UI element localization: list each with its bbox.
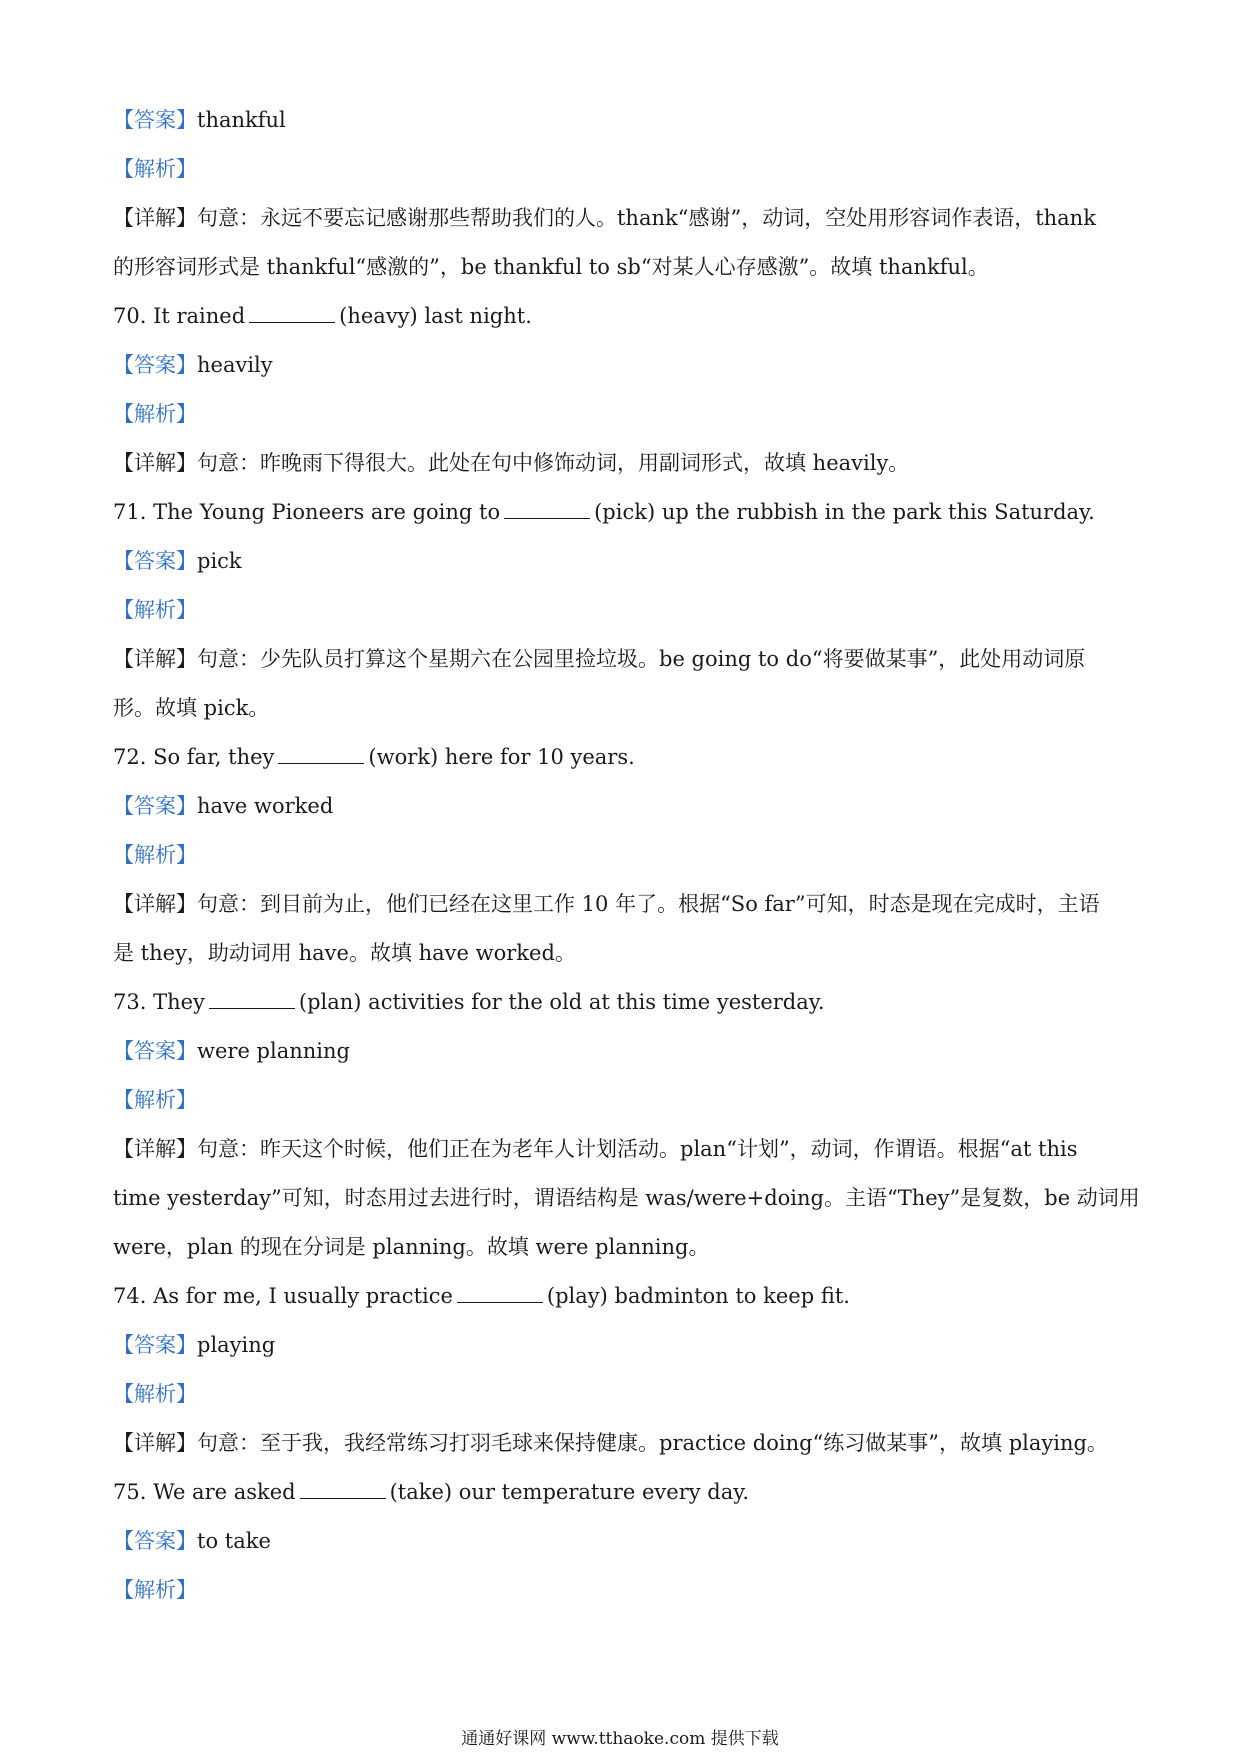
detail-label: 【详解】 <box>113 1137 197 1161</box>
detail-line-71a <box>113 635 1123 684</box>
detail-text: time yesterday”可知，时态用过去进行时，谓语结构是 was/were+doing。主语“They”是复数，be 动词用 <box>113 1186 1140 1210</box>
detail-text: 的形容词形式是 thankful“感激的”，be thankful to sb“对某人心存感激”。故填 thankful。 <box>113 255 989 279</box>
question-72 <box>113 733 1123 782</box>
detail-line-72a <box>113 880 1123 929</box>
analysis-line-73 <box>113 1076 1123 1125</box>
analysis-label: 【解析】 <box>113 843 197 867</box>
answer-line-75 <box>113 1517 1123 1566</box>
document-body <box>113 96 1140 1615</box>
detail-label: 【详解】 <box>113 206 197 230</box>
answer-line-72 <box>113 782 1123 831</box>
question-73 <box>113 978 1123 1027</box>
answer-blank <box>504 502 590 519</box>
detail-text: 句意：少先队员打算这个星期六在公园里捡垃圾。be going to do“将要做某事”，此处用动词原 <box>197 647 1086 671</box>
detail-label: 【详解】 <box>113 451 197 475</box>
question-text: 72. So far, they <box>113 745 275 769</box>
analysis-line-75 <box>113 1566 1123 1615</box>
answer-blank <box>209 992 295 1009</box>
analysis-label: 【解析】 <box>113 1382 197 1406</box>
detail-line-69b <box>113 243 1123 292</box>
answer-line-69 <box>113 96 1123 145</box>
detail-label: 【详解】 <box>113 647 197 671</box>
answer-line-71 <box>113 537 1123 586</box>
answer-label: 【答案】 <box>113 1529 197 1553</box>
detail-line-73b <box>113 1174 1140 1223</box>
answer-text: heavily <box>197 353 273 377</box>
answer-label: 【答案】 <box>113 1039 197 1063</box>
answer-text: pick <box>197 549 242 573</box>
detail-line-69a <box>113 194 1123 243</box>
question-text: (work) here for 10 years. <box>368 745 635 769</box>
answer-label: 【答案】 <box>113 108 197 132</box>
analysis-line-69 <box>113 145 1123 194</box>
page-footer: 通通好课网 www.tthaoke.com 提供下载 <box>461 1729 779 1749</box>
question-70 <box>113 292 1123 341</box>
answer-text: playing <box>197 1333 276 1357</box>
detail-line-73c <box>113 1223 1123 1272</box>
detail-line-71b <box>113 684 1123 733</box>
answer-label: 【答案】 <box>113 353 197 377</box>
detail-line-70 <box>113 439 1123 488</box>
answer-blank <box>457 1286 543 1303</box>
answer-text: to take <box>197 1529 271 1553</box>
detail-text: 句意：到目前为止，他们已经在这里工作 10 年了。根据“So far”可知，时态是现在完成时，主语 <box>197 892 1100 916</box>
detail-text: 句意：昨晚雨下得很大。此处在句中修饰动词，用副词形式，故填 heavily。 <box>197 451 910 475</box>
detail-text: 句意：至于我，我经常练习打羽毛球来保持健康。practice doing“练习做某事”，故填 playing。 <box>197 1431 1108 1455</box>
analysis-line-70 <box>113 390 1123 439</box>
detail-label: 【详解】 <box>113 1431 197 1455</box>
question-text: 74. As for me, I usually practice <box>113 1284 453 1308</box>
analysis-label: 【解析】 <box>113 157 197 181</box>
detail-text: 形。故填 pick。 <box>113 696 270 720</box>
question-71 <box>113 488 1123 537</box>
answer-line-74 <box>113 1321 1123 1370</box>
answer-line-70 <box>113 341 1123 390</box>
question-75 <box>113 1468 1123 1517</box>
answer-label: 【答案】 <box>113 1333 197 1357</box>
question-text: 71. The Young Pioneers are going to <box>113 500 501 524</box>
analysis-label: 【解析】 <box>113 598 197 622</box>
detail-line-72b <box>113 929 1123 978</box>
analysis-label: 【解析】 <box>113 1578 197 1602</box>
question-text: (pick) up the rubbish in the park this Saturday. <box>594 500 1095 524</box>
detail-text: 句意：永远不要忘记感谢那些帮助我们的人。thank“感谢”，动词，空处用形容词作表语，thank <box>197 206 1096 230</box>
question-text: (plan) activities for the old at this time yesterday. <box>298 990 825 1014</box>
analysis-label: 【解析】 <box>113 402 197 426</box>
question-text: 70. It rained <box>113 304 246 328</box>
detail-text: 是 they，助动词用 have。故填 have worked。 <box>113 941 576 965</box>
answer-text: thankful <box>197 108 286 132</box>
detail-line-74 <box>113 1419 1123 1468</box>
answer-blank <box>249 306 335 323</box>
answer-label: 【答案】 <box>113 549 197 573</box>
answer-label: 【答案】 <box>113 794 197 818</box>
analysis-line-72 <box>113 831 1123 880</box>
detail-text: were，plan 的现在分词是 planning。故填 were planning。 <box>113 1235 710 1259</box>
question-74 <box>113 1272 1123 1321</box>
detail-label: 【详解】 <box>113 892 197 916</box>
question-text: 75. We are asked <box>113 1480 296 1504</box>
answer-line-73 <box>113 1027 1123 1076</box>
answer-text: have worked <box>197 794 334 818</box>
question-text: (heavy) last night. <box>339 304 532 328</box>
answer-text: were planning <box>197 1039 350 1063</box>
analysis-line-71 <box>113 586 1123 635</box>
question-text: (take) our temperature every day. <box>389 1480 749 1504</box>
question-text: (play) badminton to keep fit. <box>546 1284 850 1308</box>
detail-text: 句意：昨天这个时候，他们正在为老年人计划活动。plan“计划”，动词，作谓语。根据“at this <box>197 1137 1078 1161</box>
analysis-label: 【解析】 <box>113 1088 197 1112</box>
answer-blank <box>300 1482 386 1499</box>
analysis-line-74 <box>113 1370 1123 1419</box>
answer-blank <box>278 747 364 764</box>
question-text: 73. They <box>113 990 205 1014</box>
detail-line-73a <box>113 1125 1123 1174</box>
